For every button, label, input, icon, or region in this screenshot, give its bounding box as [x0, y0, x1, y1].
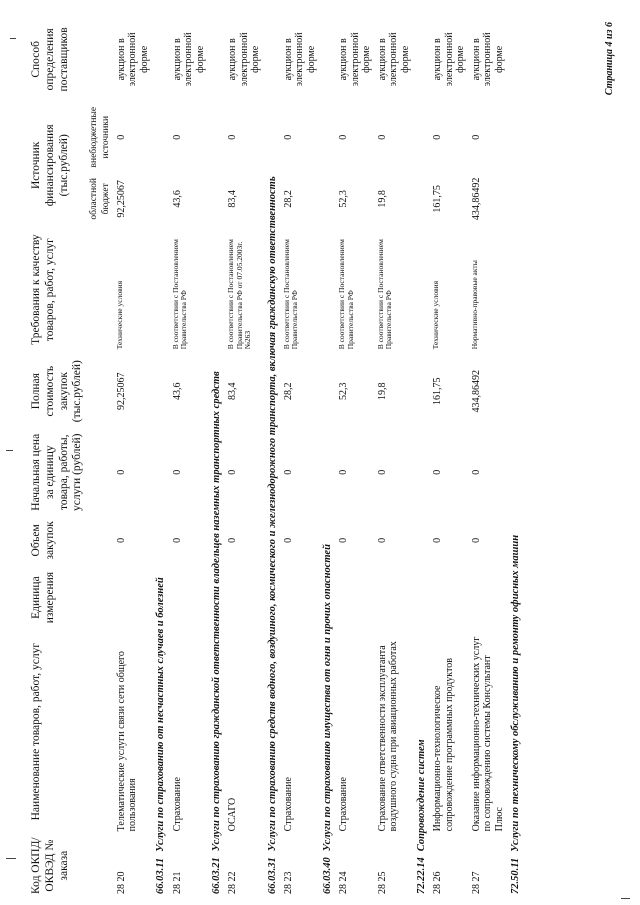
row-unit [375, 566, 414, 629]
row-requirements: В соответствии с Постановлением Правительства РФ от 07.05.2003г.№263 [226, 239, 253, 350]
row-unit [170, 566, 209, 629]
table-row [430, 15, 469, 897]
row-method: аукцион в электронной форме [282, 32, 317, 87]
row-code: 28 21 [171, 871, 183, 894]
row-total: 28,2 [282, 382, 294, 400]
row-method: аукцион в электронной форме [227, 32, 262, 87]
row-regional: 92,25067 [115, 180, 127, 218]
category-title: Сопровождение систем [416, 739, 428, 852]
row-method: аукцион в электронной форме [376, 32, 411, 87]
category-row [507, 15, 524, 897]
row-code: 28 25 [376, 871, 388, 894]
row-name: Информационно-технологическое сопровождение программных продуктов [432, 658, 455, 832]
col-method: Способ определения поставщиков [30, 27, 70, 92]
row-code: 28 23 [282, 871, 294, 894]
col-unit: Единица измерения [30, 571, 56, 624]
row-volume: 0 [338, 537, 350, 543]
procurement-table [28, 15, 524, 897]
table-header [28, 15, 114, 897]
row-regional: 434,86492 [470, 177, 482, 221]
row-name: Телематические услуги связи сети общего пользования [115, 651, 139, 832]
category-title: Услуги по страхованию средств водного, воздушного, космического и железнодорожного транспорта, включая гражданскую ответственность [266, 176, 278, 852]
row-regional: 28,2 [282, 190, 294, 208]
table-row [281, 15, 320, 897]
row-extra: 0 [432, 134, 444, 140]
row-unit [225, 566, 264, 629]
col-total: Полная стоимость закупок (тыс.рублей) [30, 360, 84, 423]
row-price: 0 [227, 469, 239, 475]
row-extra: 0 [282, 134, 294, 140]
row-requirements: Нормативно-правовые акты [469, 260, 479, 350]
category-code: 72.50.11 [510, 857, 522, 894]
row-unit [430, 566, 469, 629]
row-volume: 0 [432, 537, 444, 543]
row-total: 43,6 [171, 382, 183, 400]
row-extra: 0 [470, 134, 482, 140]
table-row [114, 15, 153, 897]
row-method: аукцион в электронной форме [171, 32, 206, 87]
row-requirements: Технические условия [114, 280, 124, 350]
row-volume: 0 [115, 537, 127, 543]
row-total: 52,3 [338, 382, 350, 400]
row-extra: 0 [227, 134, 239, 140]
row-name: ОСАГО [227, 797, 239, 832]
col-funding-extra: внебюджетные источники [89, 106, 111, 168]
row-extra: 0 [171, 134, 183, 140]
table-row [336, 15, 375, 897]
category-code: 66.03.11 [155, 857, 167, 894]
row-regional: 52,3 [338, 190, 350, 208]
row-extra: 0 [115, 134, 127, 140]
table-row [469, 15, 508, 897]
row-code: 28 22 [227, 871, 239, 894]
row-total: 92,25067 [115, 372, 127, 410]
table-body [114, 15, 524, 897]
row-requirements: В соответствии с Постановлением Правительства РФ [337, 239, 355, 350]
scan-mark [621, 898, 630, 899]
col-funding: Источник финансирования (тыс.рублей) [30, 124, 70, 207]
row-price: 0 [376, 469, 388, 475]
row-total: 83,4 [227, 382, 239, 400]
row-unit [114, 566, 153, 629]
category-code: 66.03.21 [211, 857, 223, 894]
category-code: 72.22.14 [416, 857, 428, 894]
category-row [319, 15, 336, 897]
row-price: 0 [470, 469, 482, 475]
row-name: Оказание информационно-технических услуг по сопровождению системы Консультант Плюс [470, 636, 505, 832]
row-method: аукцион в электронной форме [338, 32, 373, 87]
row-requirements: В соответствии с Постановлением Правительства РФ [375, 239, 394, 350]
category-title: Услуги по страхованию гражданской ответственности владельцев наземных транспортных средств [211, 371, 223, 852]
row-method: аукцион в электронной форме [470, 32, 505, 87]
row-volume: 0 [171, 537, 183, 543]
row-unit [281, 566, 320, 629]
row-regional: 161,75 [432, 185, 444, 213]
col-requirements: Требования к качеству товаров, работ, услуг [30, 234, 56, 345]
page-number: Страница 4 из 6 [604, 22, 615, 96]
row-volume: 0 [376, 537, 388, 543]
row-code: 28 26 [432, 871, 444, 894]
table-row [225, 15, 264, 897]
row-requirements: Технические условия [431, 280, 441, 350]
row-extra: 0 [376, 134, 388, 140]
scan-mark [10, 38, 16, 39]
col-code: Код ОКПД/ ОКВЭД № заказа [30, 837, 70, 894]
row-unit [336, 566, 375, 629]
row-method: аукцион в электронной форме [115, 32, 150, 87]
row-price: 0 [115, 469, 127, 475]
row-name: Страхование [338, 777, 350, 832]
row-code: 28 24 [338, 871, 350, 894]
row-regional: 43,6 [171, 190, 183, 208]
row-volume: 0 [282, 537, 294, 543]
row-code: 28 20 [115, 871, 127, 894]
category-title: Услуги по техническому обслуживанию и ремонту офисных машин [510, 534, 522, 852]
row-price: 0 [282, 469, 294, 475]
category-row [264, 15, 281, 897]
row-requirements: В соответствии с Постановлением Правительства РФ [170, 239, 189, 350]
col-volume: Объем закупок [30, 521, 56, 560]
row-total: 19,8 [376, 382, 388, 400]
category-code: 66.03.31 [266, 857, 278, 894]
col-name: Наименование товаров, работ, услуг [30, 642, 42, 821]
row-price: 0 [171, 469, 183, 475]
row-unit [469, 566, 508, 629]
row-regional: 83,4 [227, 190, 239, 208]
row-volume: 0 [227, 537, 239, 543]
row-total: 161,75 [432, 377, 444, 405]
col-price: Начальная цена за единицу товара, работы, услуги (рублей) [30, 433, 84, 511]
scan-mark [6, 450, 13, 451]
category-title: Услуги по страхованию от несчастных случаев и болезней [155, 577, 167, 852]
category-title: Услуги по страхованию имущества от огня и прочих опасностей [322, 544, 334, 852]
row-name: Страхование [282, 777, 294, 832]
row-code: 28 27 [470, 871, 482, 894]
table-row [170, 15, 209, 897]
row-volume: 0 [470, 537, 482, 543]
row-total: 434,86492 [470, 369, 482, 413]
category-row [208, 15, 225, 897]
row-name: Страхование ответственности эксплуатанта воздушного судна при авиационных работах [376, 641, 400, 832]
col-funding-regional: областной бюджет [89, 178, 111, 220]
row-method: аукцион в электронной форме [432, 32, 467, 87]
category-row [152, 15, 169, 897]
table-row [375, 15, 414, 897]
category-code: 66.03.40 [322, 857, 334, 894]
row-price: 0 [432, 469, 444, 475]
row-price: 0 [338, 469, 350, 475]
row-extra: 0 [338, 134, 350, 140]
row-regional: 19,8 [376, 190, 388, 208]
row-name: Страхование [171, 777, 183, 832]
scan-mark [6, 858, 16, 859]
category-row [413, 15, 430, 897]
row-requirements: В соответствии с Постановлением Правительства РФ [281, 239, 300, 350]
